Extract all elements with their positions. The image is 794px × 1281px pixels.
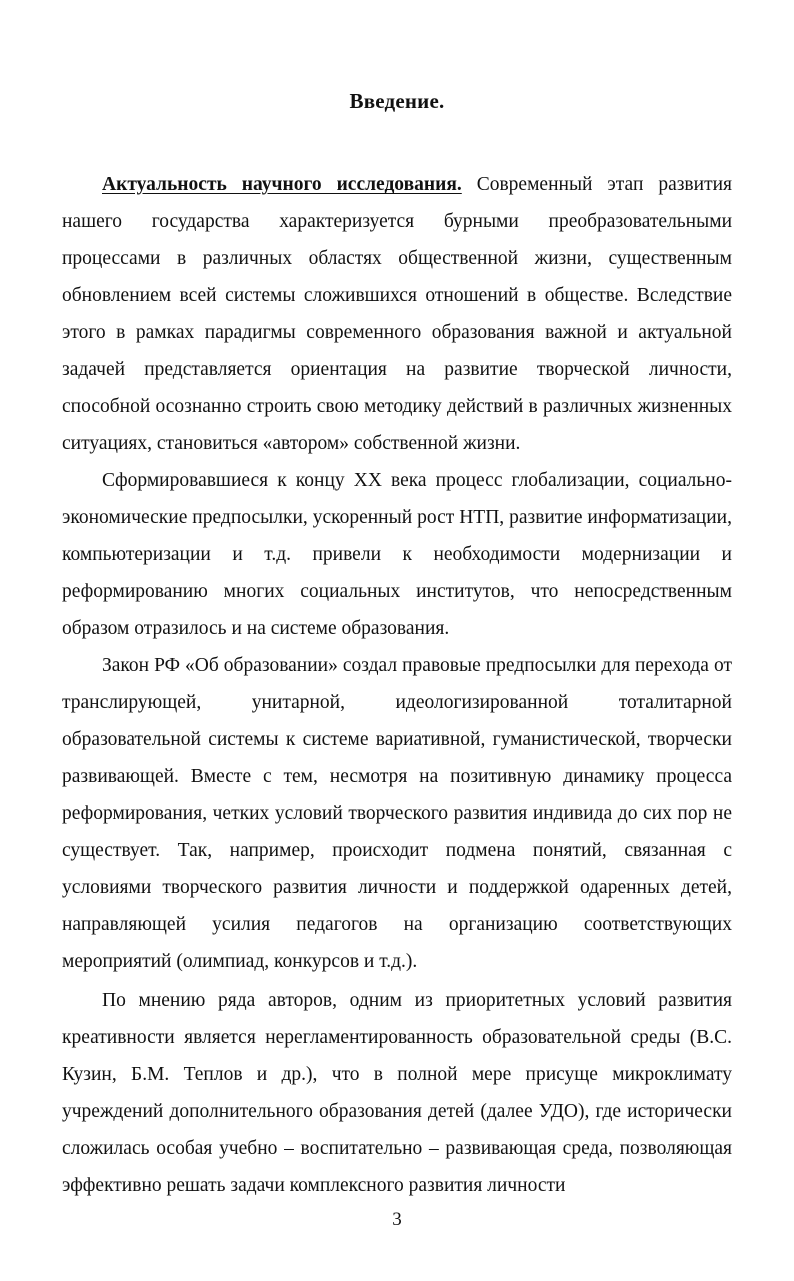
section-lead: Актуальность научного исследования. — [102, 174, 462, 195]
paragraph-text: Сформировавшиеся к концу XX века процесс глобализации, социально-экономические предпосылки, ускоренный рост НТП, развитие информатизации, компьютеризации и т.д. привели к необходимости модернизации и реформированию многих социальных институтов, что непосредственным образом отразилось и на системе образования. — [62, 470, 732, 639]
body-text — [62, 166, 732, 1204]
paragraph-globalization — [62, 462, 732, 647]
page-number: 3 — [392, 1209, 402, 1230]
page-title: Введение. — [349, 89, 445, 113]
paragraph-text: Современный этап развития нашего государства характеризуется бурными преобразовательными процессами в различных областях общественной жизни, существенным обновлением всей системы сложившихся отношений в обществе. Вследствие этого в рамках парадигмы современного образования важной и актуальной задачей представляется ориентация на развитие творческой личности, способной осознанно строить свою методику действий в различных жизненных ситуациях, становиться «автором» собственной жизни. — [62, 174, 732, 454]
paragraph-education-law — [62, 647, 732, 980]
paragraph-text: По мнению ряда авторов, одним из приоритетных условий развития креативности является нерегламентированность образовательной среды (В.С. Кузин, Б.М. Теплов и др.), что в полной мере присуще микроклимату учреждений дополнительного образования детей (далее УДО), где исторически сложилась особая учебно – воспитательно – развивающая среда, позволяющая эффективно решать задачи комплексного развития личности — [62, 990, 732, 1196]
paragraph-relevance — [62, 166, 732, 462]
paragraph-text: Закон РФ «Об образовании» создал правовые предпосылки для перехода от транслирующей, унитарной, идеологизированной тоталитарной образовательной системы к системе вариативной, гуманистической, творчески развивающей. Вместе с тем, несмотря на позитивную динамику процесса реформирования, четких условий творческого развития индивида до сих пор не существует. Так, например, происходит подмена понятий, связанная с условиями творческого развития личности и поддержкой одаренных детей, направляющей усилия педагогов на организацию соответствующих мероприятий (олимпиад, конкурсов и т.д.). — [62, 655, 732, 972]
paragraph-authors-opinion — [62, 982, 732, 1204]
